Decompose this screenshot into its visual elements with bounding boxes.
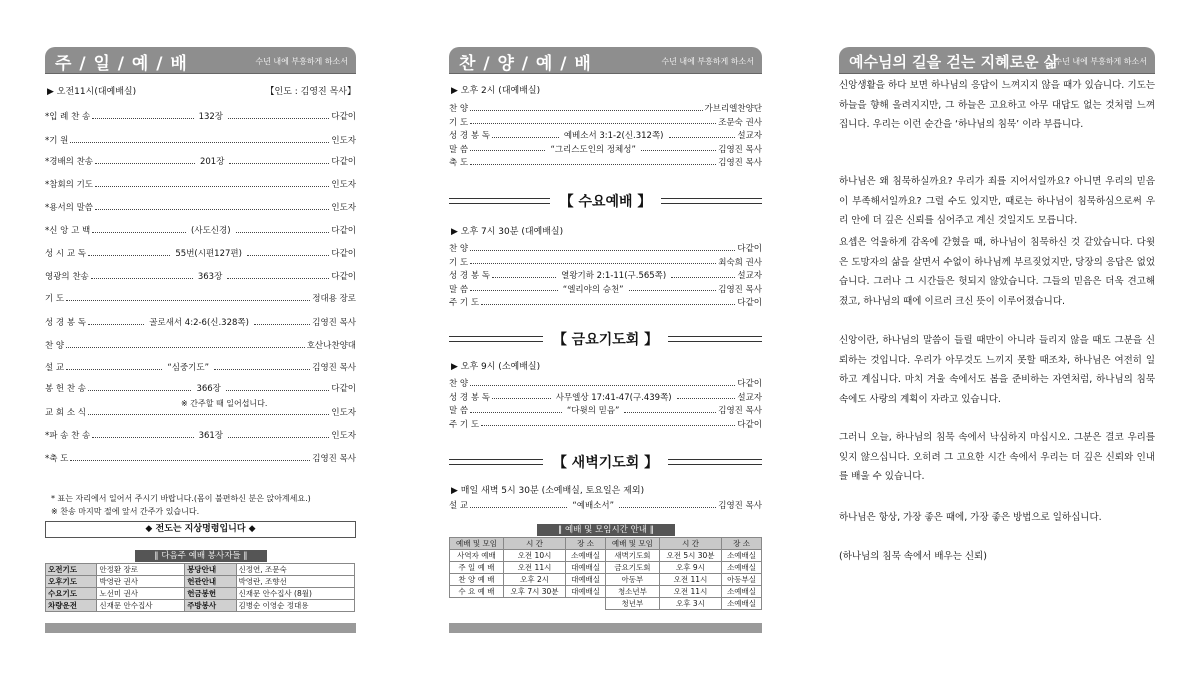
- order-item-detail: 55번(시편127편): [175, 249, 242, 259]
- schedule-cell: 소예배실: [722, 562, 762, 574]
- servant-role: 차량운전: [46, 600, 97, 612]
- schedule-row: [450, 586, 762, 598]
- section-subtitle: 수년 내에 부흥하게 하소서: [1054, 57, 1147, 66]
- schedule-cell: [450, 598, 504, 610]
- order-row: [449, 417, 762, 431]
- order-item-person: 다같이: [331, 157, 356, 167]
- sunday-service-column: [45, 47, 356, 637]
- order-item-label: 교 회 소 식: [45, 408, 86, 418]
- section-subtitle: 수년 내에 부흥하게 하소서: [661, 57, 754, 66]
- schedule-header: 시 간: [503, 538, 565, 550]
- servant-name: 김병순 이영순 정대용: [236, 600, 354, 612]
- schedule-header: 예배 및 모임: [605, 538, 659, 550]
- mission-banner: ◆ 전도는 지상명령입니다 ◆: [45, 521, 356, 538]
- order-item-person: 설교자: [737, 131, 762, 141]
- order-row: [45, 315, 356, 329]
- servant-name: 박영란 권사: [97, 576, 185, 588]
- order-item-label: *파 송 찬 송: [45, 431, 91, 441]
- order-item-label: 성 경 봉 독: [449, 271, 490, 281]
- wednesday-service-time: ▶ 오후 7시 30분 (대예배실): [451, 227, 564, 237]
- order-item-person: 다같이: [737, 298, 762, 308]
- order-item-label: 성 경 봉 독: [449, 131, 490, 141]
- section-title: 찬 / 양 / 예 / 배: [459, 54, 592, 74]
- order-row: [45, 360, 356, 374]
- order-item-label: 기 도: [45, 294, 65, 304]
- order-item-label: 성 시 교 독: [45, 249, 86, 259]
- schedule-cell: 대예배실: [566, 562, 606, 574]
- schedule-cell: 대예배실: [566, 586, 606, 598]
- servants-table: [45, 563, 355, 612]
- order-item-person: 김영진 목사: [312, 363, 357, 373]
- schedule-row: [450, 562, 762, 574]
- praise-service-time: ▶ 오후 2시 (대예배실): [451, 86, 541, 96]
- order-row: [449, 376, 762, 390]
- schedule-row: [450, 574, 762, 586]
- order-item-label: 기 도: [449, 257, 469, 268]
- servant-role: 수요기도: [46, 588, 97, 600]
- order-item-detail: 132장: [198, 112, 223, 122]
- servants-row: [46, 576, 355, 588]
- order-item-person: 김영진 목사: [718, 501, 763, 511]
- schedule-cell: 아동부실: [722, 574, 762, 586]
- order-item-label: *경배의 찬송: [45, 157, 94, 167]
- schedule-cell: 오전 11시: [659, 574, 721, 586]
- schedule-cell: 대예배실: [566, 574, 606, 586]
- devotional-paragraph: 신앙생활을 하다 보면 하나님의 응답이 느껴지지 않을 때가 있습니다. 기도는 하늘을 향해 올려지지만, 그 하늘은 고요하고 아무 대답도 없는 것처럼 느껴집니다. 우리는 이런 순간을 ‘하나님의 침묵’ 이라 부릅니다.: [839, 80, 1155, 130]
- devotional-paragraph: (하나님의 침묵 속에서 배우는 신뢰): [839, 551, 987, 562]
- schedule-title: ∥ 예배 및 모임시간 안내 ∥: [537, 524, 675, 536]
- order-item-person: 인도자: [331, 136, 356, 146]
- order-item-detail: 201장: [199, 157, 225, 167]
- order-row: [449, 268, 762, 282]
- order-row: [449, 155, 762, 169]
- schedule-cell: 새벽기도회: [605, 550, 659, 562]
- order-item-person: 조문숙 권사: [718, 117, 762, 128]
- order-item-person: 김영진 목사: [312, 454, 356, 464]
- section-title: 주 / 일 / 예 / 배: [55, 54, 188, 74]
- schedule-cell: 사역자 예배: [450, 550, 504, 562]
- servants-row: [46, 588, 355, 600]
- servant-role: 봉당안내: [185, 564, 236, 576]
- schedule-row: [450, 550, 762, 562]
- order-item-person: 다같이: [331, 226, 357, 236]
- order-row: [45, 133, 356, 147]
- order-row: [45, 338, 356, 352]
- order-item-label: *축 도: [45, 454, 69, 464]
- schedule-cell: 오전 11시: [503, 562, 565, 574]
- section-subtitle: 수년 내에 부흥하게 하소서: [255, 57, 348, 66]
- servant-name: 신재문 안수집사 (8월): [236, 588, 354, 600]
- schedule-table: [449, 537, 762, 610]
- order-item-detail: 열왕기하 2:1-11(구.565쪽): [561, 271, 667, 281]
- order-item-person: 김영진 목사: [718, 144, 762, 155]
- order-item-label: 기 도: [449, 117, 469, 128]
- order-row: [449, 101, 762, 115]
- schedule-cell: 아동부: [605, 574, 659, 586]
- schedule-cell: [503, 598, 565, 610]
- servant-role: 헌관안내: [185, 576, 236, 588]
- order-item-detail: (사도신경): [191, 226, 231, 236]
- order-item-label: 봉 헌 찬 송: [45, 384, 86, 394]
- schedule-cell: 소예배실: [722, 550, 762, 562]
- schedule-cell: 청소년부: [605, 586, 659, 598]
- order-item-person: 가브리엘찬양단: [704, 104, 762, 114]
- devotional-paragraph: 요셉은 억울하게 감옥에 갇혔을 때, 하나님이 침묵하신 것 같았습니다. 다윗은 도망자의 삶을 살면서 수없이 하나님께 부르짖었지만, 당장의 응답은 없었습니다. 그러나 그 시간들은 헛되지 않았습니다. 그들의 믿음은 더욱 견고해졌고, 하나님의 때에 이르러 크신 뜻이 이루어졌습니다.: [839, 237, 1155, 307]
- schedule-cell: 오후 9시: [659, 562, 721, 574]
- order-item-detail: 예베소서 3:1-2(신.312쪽): [563, 131, 664, 141]
- servants-title: ∥ 다음주 예배 봉사자들 ∥: [135, 550, 267, 562]
- order-row: [449, 282, 762, 296]
- order-item-person: 다같이: [331, 112, 356, 122]
- order-item-label: 주 기 도: [449, 298, 480, 308]
- servant-role: 헌금봉헌: [185, 588, 236, 600]
- order-item-label: 찬 양: [449, 379, 469, 389]
- order-item-label: 설 교: [449, 501, 469, 511]
- order-row: [45, 109, 356, 123]
- footer-bar: [45, 623, 356, 633]
- schedule-cell: 주 일 예 배: [450, 562, 504, 574]
- service-leader: 【인도 : 김영진 목사】: [265, 87, 356, 97]
- order-item-label: 주 기 도: [449, 419, 480, 430]
- order-row: [449, 115, 762, 129]
- praise-service-column: [449, 47, 762, 637]
- devotional-column: [839, 47, 1155, 637]
- service-time: ▶ 오전11시(대예배실): [47, 87, 137, 97]
- order-item-person: 김영진 목사: [718, 284, 763, 295]
- order-item-label: 설 교: [45, 363, 65, 373]
- servant-role: 오후기도: [46, 576, 97, 588]
- schedule-cell: 소예배실: [722, 586, 762, 598]
- order-item-person: 김영진 목사: [718, 406, 762, 416]
- friday-section-title: 【 금요기도회 】: [449, 329, 762, 349]
- order-item-detail: 366장: [196, 384, 221, 394]
- order-item-detail: “심중기도”: [167, 363, 210, 373]
- schedule-header: 예배 및 모임: [450, 538, 504, 550]
- order-row: [45, 246, 356, 260]
- order-row: [449, 142, 762, 156]
- schedule-cell: 찬 양 예 배: [450, 574, 504, 586]
- section-title: 예수님의 길을 걷는 지혜로운 삶: [849, 53, 1059, 71]
- schedule-header: 시 간: [659, 538, 721, 550]
- order-item-detail: “예배소서”: [572, 501, 615, 511]
- servants-row: [46, 564, 355, 576]
- servants-row: [46, 600, 355, 612]
- servant-name: 신재문 안수집사: [97, 600, 185, 612]
- order-item-detail: “엘리야의 승천”: [562, 284, 624, 295]
- schedule-cell: 오전 11시: [659, 586, 721, 598]
- order-row: [449, 390, 762, 404]
- order-item-label: 영광의 찬송: [45, 272, 89, 282]
- order-item-person: 인도자: [331, 180, 356, 190]
- order-item-person: 최숙희 권사: [718, 257, 762, 268]
- order-item-person: 호산나찬양대: [306, 341, 356, 351]
- order-row: [45, 291, 356, 305]
- schedule-cell: 수 요 예 배: [450, 586, 504, 598]
- order-row: [45, 451, 356, 465]
- order-item-detail: “그리스도인의 정체성”: [550, 144, 636, 155]
- schedule-header: 장 소: [566, 538, 606, 550]
- order-item-label: 찬 양: [449, 244, 469, 254]
- offering-note: ※ 간주할 때 일어섭니다.: [181, 399, 268, 408]
- order-row: [45, 154, 356, 168]
- servant-name: 노선미 권사: [97, 588, 185, 600]
- schedule-cell: 청년부: [605, 598, 659, 610]
- order-row: [449, 241, 762, 255]
- sunday-service-header: [45, 47, 356, 73]
- order-item-label: *참회의 기도: [45, 180, 94, 190]
- schedule-cell: 소예배실: [722, 598, 762, 610]
- devotional-header: [839, 47, 1155, 73]
- schedule-cell: 오후 3시: [659, 598, 721, 610]
- dawn-service-time: ▶ 매일 새벽 5시 30분 (소예배실, 토요일은 제외): [451, 486, 645, 496]
- order-row: [449, 255, 762, 269]
- order-row: [449, 128, 762, 142]
- order-item-label: *신 앙 고 백: [45, 226, 91, 236]
- order-item-detail: 사무엘상 17:41-47(구.439쪽): [555, 392, 672, 403]
- schedule-cell: 오후 2시: [503, 574, 565, 586]
- order-item-detail: 363장: [197, 272, 223, 282]
- order-item-detail: 골로새서 4:2-6(신.328쪽): [149, 318, 249, 328]
- devotional-paragraph: 하나님은 왜 침묵하실까요? 우리가 죄를 지어서일까요? 아니면 우리의 믿음이 부족해서일까요? 그럴 수도 있지만, 때로는 하나님이 침묵하심으로써 우리 안에 더 깊은 신뢰를 심어주고 계신 것일지도 모릅니다.: [839, 176, 1155, 226]
- schedule-cell: 소예배실: [566, 550, 606, 562]
- order-item-label: 말 씀: [449, 406, 469, 416]
- order-item-person: 다같이: [331, 249, 356, 259]
- schedule-cell: [566, 598, 606, 610]
- order-row: [45, 223, 356, 237]
- devotional-paragraph: 하나님은 항상, 가장 좋은 때에, 가장 좋은 방법으로 일하십니다.: [839, 512, 1102, 523]
- schedule-cell: 오전 5시 30분: [659, 550, 721, 562]
- order-row: [45, 381, 356, 395]
- order-item-label: 축 도: [449, 158, 469, 168]
- schedule-cell: 금요기도회: [605, 562, 659, 574]
- devotional-paragraph: 그러니 오늘, 하나님의 침묵 속에서 낙심하지 마십시오. 그분은 결코 우리를 잊지 않으십니다. 오히려 그 고요한 시간 속에서 우리는 더 깊은 신뢰와 인내를 배울 수 있습니다.: [839, 432, 1155, 482]
- order-row: [45, 269, 356, 283]
- servant-role: 오전기도: [46, 564, 97, 576]
- order-item-person: 다같이: [737, 419, 762, 430]
- order-row: [45, 177, 356, 191]
- order-item-person: 다같이: [737, 379, 762, 389]
- servant-name: 신정연, 조문숙: [236, 564, 354, 576]
- order-item-person: 인도자: [331, 203, 356, 213]
- friday-service-time: ▶ 오후 9시 (소예배실): [451, 362, 541, 372]
- dawn-section-title: 【 새벽기도회 】: [449, 452, 762, 472]
- order-item-person: 인도자: [331, 408, 356, 418]
- order-row: [449, 498, 762, 512]
- order-item-label: 말 씀: [449, 284, 469, 295]
- schedule-row: [450, 598, 762, 610]
- order-item-person: 김영진 목사: [718, 158, 762, 168]
- order-row: [45, 200, 356, 214]
- order-item-person: 설교자: [737, 392, 762, 403]
- order-row: [45, 428, 356, 442]
- order-item-person: 인도자: [331, 431, 356, 441]
- schedule-cell: 오후 7시 30분: [503, 586, 565, 598]
- order-item-person: 다같이: [737, 244, 762, 254]
- servant-name: 안정환 장로: [97, 564, 185, 576]
- servant-name: 박영란, 조향선: [236, 576, 354, 588]
- order-row: [449, 403, 762, 417]
- servant-role: 주방봉사: [185, 600, 236, 612]
- order-item-person: 정대용 장로: [312, 294, 356, 304]
- footnote: ※ 찬송 마지막 절에 앞서 간주가 있습니다.: [51, 507, 200, 516]
- order-item-person: 설교자: [737, 271, 762, 281]
- order-item-person: 다같이: [331, 272, 356, 282]
- footer-bar: [449, 623, 762, 633]
- order-item-label: 찬 양: [449, 104, 469, 114]
- praise-service-header: [449, 47, 762, 73]
- order-row: [449, 295, 762, 309]
- devotional-paragraph: 신앙이란, 하나님의 말씀이 들릴 때만이 아니라 들리지 않을 때도 그분을 신뢰하는 것입니다. 우리가 아무것도 느끼지 못할 때조차, 하나님은 여전히 일하고 계십니다. 마치 겨울 속에서도 봄을 준비하는 자연처럼, 하나님의 침묵 속에도 사랑의 계획이 자라고 있습니다.: [839, 335, 1155, 405]
- order-item-label: 성 경 봉 독: [449, 392, 490, 403]
- order-item-label: *기 원: [45, 136, 69, 146]
- order-item-person: 김영진 목사: [312, 318, 356, 328]
- order-item-label: 말 씀: [449, 144, 469, 155]
- schedule-cell: 오전 10시: [503, 550, 565, 562]
- order-item-label: 성 경 봉 독: [45, 318, 86, 328]
- wednesday-section-title: 【 수요예배 】: [449, 191, 762, 211]
- schedule-header: 장 소: [722, 538, 762, 550]
- order-item-label: *입 례 찬 송: [45, 112, 91, 122]
- order-item-detail: 361장: [198, 431, 223, 441]
- order-item-label: *용서의 말씀: [45, 203, 94, 213]
- order-item-person: 다같이: [331, 384, 356, 394]
- order-item-label: 찬 양: [45, 341, 65, 351]
- order-item-detail: “다윗의 믿음”: [566, 406, 620, 416]
- footnote: * 표는 자리에서 일어서 주시기 바랍니다.(몸이 불편하신 분은 앉아계세요.): [51, 494, 311, 503]
